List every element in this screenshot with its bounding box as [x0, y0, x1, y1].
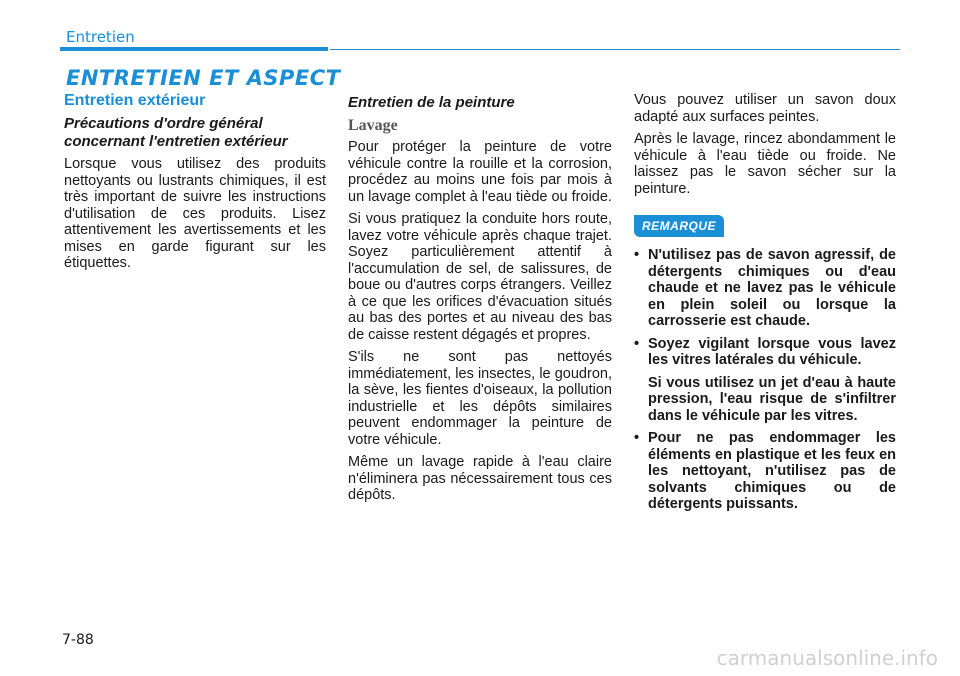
note-text: Pour ne pas endommager les éléments en plastique et les feux en les nettoyant, n'utilisez pas de solvants chimiques ou de détergents puissants. — [648, 430, 896, 512]
note-list — [634, 247, 896, 513]
note-item — [634, 430, 896, 513]
heading-paint-care: Entretien de la peinture — [348, 94, 515, 111]
subtitle-exterior: Entretien extérieur — [64, 92, 206, 109]
note-text: N'utilisez pas de savon agressif, de détergents chimiques ou d'eau chaude et ne lavez pas le véhicule en plein soleil ou lorsque la carrosserie est chaude. — [648, 247, 896, 329]
section-title: ENTRETIEN ET ASPECT — [66, 66, 341, 90]
paragraph: Vous pouvez utiliser un savon doux adapté aux surfaces peintes. — [634, 92, 896, 125]
column-1 — [64, 92, 326, 278]
paragraph: Pour protéger la peinture de votre véhicule contre la rouille et la corrosion, procédez au moins une fois par mois à un lavage complet à l'eau tiède ou froide. — [348, 139, 612, 205]
header-rule-thin — [330, 49, 900, 50]
heading-precautions: Précautions d'ordre général concernant l'entretien extérieur — [64, 115, 288, 150]
paragraph: S'ils ne sont pas nettoyés immédiatement, les insectes, le goudron, la sève, les fientes d'oiseaux, la pollution industrielle et les dépôts similaires peuvent endommager la peinture de votre véhicule. — [348, 349, 612, 448]
watermark: carmanualsonline.info — [716, 646, 938, 670]
note-extra-text: Si vous utilisez un jet d'eau à haute pression, l'eau risque de s'infiltrer dans le véhicule par les vitres. — [648, 374, 896, 424]
note-text: Soyez vigilant lorsque vous lavez les vitres latérales du véhicule. — [648, 335, 896, 368]
page-number: 7-88 — [62, 632, 94, 648]
subheading-washing: Lavage — [348, 117, 398, 134]
header-rule-thick — [60, 47, 328, 51]
paragraph: Même un lavage rapide à l'eau claire n'éliminera pas nécessairement tous ces dépôts. — [348, 454, 612, 503]
bullet-icon: • — [634, 335, 640, 352]
column-3 — [634, 92, 896, 519]
note-item — [634, 247, 896, 330]
chapter-header: Entretien — [66, 28, 135, 46]
note-item — [634, 336, 896, 425]
note-badge: REMARQUE — [634, 215, 724, 237]
paragraph: Après le lavage, rincez abondamment le véhicule à l'eau tiède ou froide. Ne laissez pas le savon sécher sur la peinture. — [634, 131, 896, 197]
bullet-icon: • — [634, 247, 640, 263]
column-2 — [348, 92, 612, 510]
paragraph: Si vous pratiquez la conduite hors route, lavez votre véhicule après chaque trajet. Soyez particulièrement attentif à l'accumulation de sel, de salissures, de boue ou d'autres corps étrangers. Veillez à ce que les orifices d'évacuation situés au bas des portes et au niveau des bas de caisse restent dégagés et propres. — [348, 211, 612, 343]
bullet-icon: • — [634, 430, 640, 446]
paragraph-precautions: Lorsque vous utilisez des produits nettoyants ou lustrants chimiques, il est très important de suivre les instructions d'utilisation de ces produits. Lisez attentivement les avertissements et les mises en garde figurant sur les étiquettes. — [64, 156, 326, 271]
